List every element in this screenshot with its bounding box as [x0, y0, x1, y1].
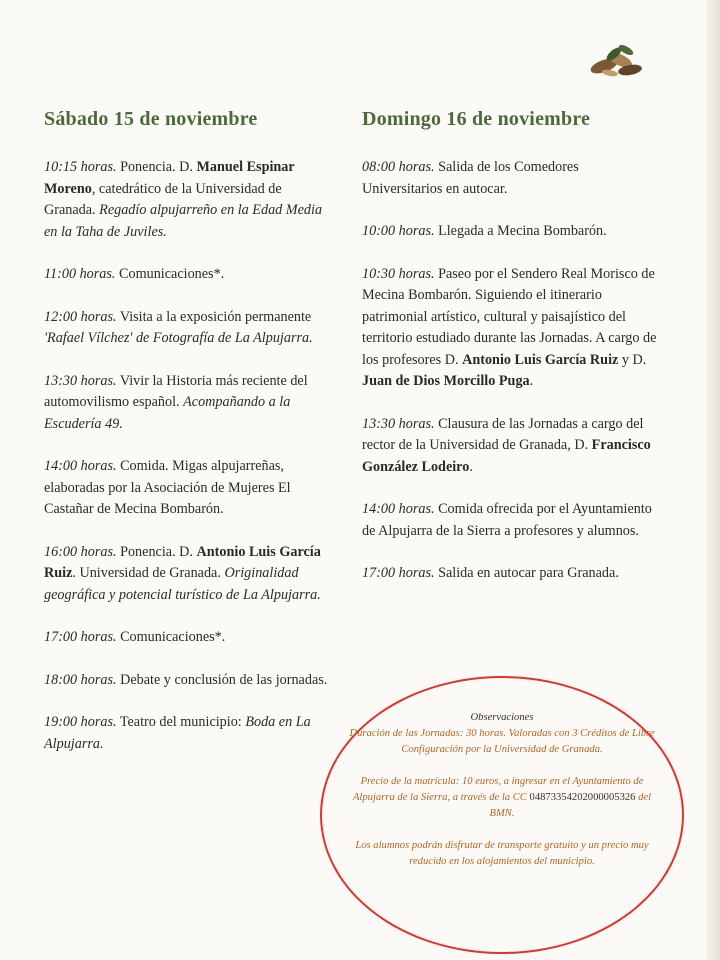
speaker-name: Antonio Luis García Ruiz	[44, 543, 321, 581]
schedule-entry: 11:00 horas. Comunicaciones*.	[44, 266, 225, 282]
entry-time: 08:00 horas.	[362, 159, 435, 175]
page-edge	[706, 0, 720, 960]
entry-time: 17:00 horas.	[44, 629, 117, 645]
credits-note: Duración de las Jornadas: 30 horas. Valoradas con 3 Créditos de Libre Configuración por la Universidad de Granada.	[349, 728, 655, 755]
sunday-column	[362, 108, 662, 606]
entry-time: 12:00 horas.	[44, 308, 117, 325]
observaciones-block	[344, 710, 660, 886]
entry-time: 10:30 horas.	[362, 265, 435, 282]
play-title: Boda en La Alpujarra.	[44, 714, 311, 752]
rector-name: Francisco González Lodeiro	[362, 437, 651, 475]
almond-logo-icon	[586, 40, 646, 82]
entry-time: 10:15 horas.	[44, 159, 117, 175]
exhibition-title: 'Rafael Vílchez' de Fotografía de La Alpujarra.	[44, 330, 313, 346]
talk-title: Originalidad geográfica y potencial turístico de La Alpujarra.	[44, 565, 321, 603]
saturday-heading: Sábado 15 de noviembre	[44, 108, 258, 130]
entry-time: 18:00 horas.	[44, 671, 117, 688]
schedule-entry: 18:00 horas. Debate y conclusión de las jornadas.	[44, 671, 328, 688]
schedule-entry: 17:00 horas. Salida en autocar para Granada.	[362, 565, 619, 581]
schedule-entry: 16:00 horas. Ponencia. D. Antonio Luis García Ruiz. Universidad de Granada. Originalidad geográfica y potencial turístico de La Alpujarra.	[44, 543, 321, 603]
schedule-entry: 14:00 horas. Comida. Migas alpujarreñas, elaboradas por la Asociación de Mujeres El Castañar de Mecina Bombarón.	[44, 458, 291, 517]
speaker-name: Juan de Dios Morcillo Puga	[362, 373, 530, 389]
talk-title: Regadío alpujarreño en la Edad Media en la Taha de Juviles.	[44, 202, 323, 240]
entry-time: 14:00 horas.	[362, 501, 435, 517]
schedule-entry: 14:00 horas. Comida ofrecida por el Ayuntamiento de Alpujarra de la Sierra a profesores y alumnos.	[362, 501, 652, 539]
entry-time: 13:30 horas.	[362, 415, 435, 432]
entry-time: 10:00 horas.	[362, 223, 435, 239]
saturday-column	[44, 108, 334, 776]
schedule-entry: 08:00 horas. Salida de los Comedores Universitarios en autocar.	[362, 159, 579, 197]
observaciones-circle	[320, 676, 684, 954]
entry-time: 16:00 horas.	[44, 543, 117, 560]
schedule-entry: 19:00 horas. Teatro del municipio: Boda en La Alpujarra.	[44, 714, 311, 752]
schedule-entry: 10:30 horas. Paseo por el Sendero Real Morisco de Mecina Bombarón. Siguiendo el itinerario patrimonial artístico, cultural y paisajístico del territorio estudiado durante las Jornadas. A cargo de los profesores D. Antonio Luis García Ruiz y D. Juan de Dios Morcillo Puga.	[362, 265, 657, 389]
activity-title: Acompañando a la Escudería 49.	[44, 394, 291, 432]
entry-time: 13:30 horas.	[44, 372, 117, 389]
speaker-name: Antonio Luis García Ruiz	[462, 351, 619, 368]
entry-time: 17:00 horas.	[362, 565, 435, 581]
entry-time: 19:00 horas.	[44, 714, 117, 730]
fee-note: Precio de la matrícula: 10 euros, a ingresar en el Ayuntamiento de Alpujarra de la Sierra, a través de la CC 04873354202000005326 del BMN.	[352, 776, 652, 819]
schedule-entry: 10:00 horas. Llegada a Mecina Bombarón.	[362, 223, 607, 239]
schedule-entry: 10:15 horas. Ponencia. D. Manuel Espinar Moreno, catedrático de la Universidad de Granada. Regadío alpujarreño en la Edad Media en la Taha de Juviles.	[44, 159, 323, 240]
entry-time: 11:00 horas.	[44, 266, 116, 282]
entry-time: 14:00 horas.	[44, 458, 117, 474]
schedule-entry: 13:30 horas. Clausura de las Jornadas a cargo del rector de la Universidad de Granada, D. Francisco González Lodeiro.	[362, 415, 651, 475]
transport-note: Los alumnos podrán disfrutar de transporte gratuito y un precio muy reducido en los alojamientos del municipio.	[355, 840, 649, 867]
schedule-entry: 17:00 horas. Comunicaciones*.	[44, 629, 226, 645]
schedule-entry: 13:30 horas. Vivir la Historia más reciente del automovilismo español. Acompañando a la Escudería 49.	[44, 372, 308, 432]
bank-account-number: 04873354202000005326	[529, 792, 636, 803]
observaciones-title: Observaciones	[470, 712, 534, 723]
schedule-entry: 12:00 horas. Visita a la exposición permanente 'Rafael Vílchez' de Fotografía de La Alpujarra.	[44, 308, 313, 346]
sunday-heading: Domingo 16 de noviembre	[362, 108, 591, 130]
speaker-name: Manuel Espinar Moreno	[44, 159, 295, 197]
